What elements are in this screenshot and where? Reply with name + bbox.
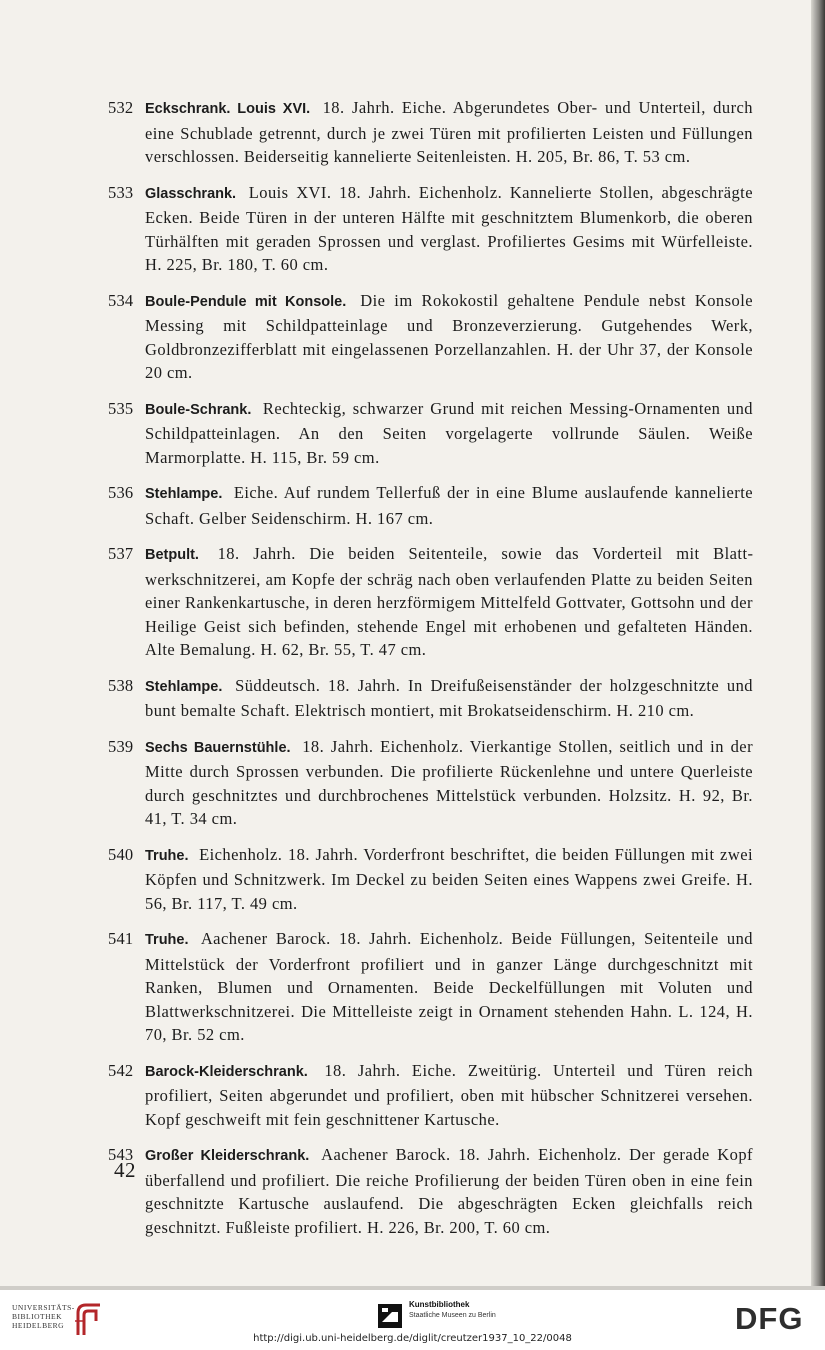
entry-body [145, 96, 753, 169]
entry-number: 540 [108, 844, 134, 864]
entry-body [145, 843, 753, 916]
entry-number: 542 [108, 1060, 134, 1080]
dfg-logo[interactable]: DFG [735, 1301, 804, 1336]
entry-number: 538 [108, 675, 134, 695]
catalog-entry [108, 735, 753, 831]
entry-body [145, 735, 753, 831]
university-logo-line: BIBLIOTHEK [12, 1312, 62, 1321]
entry-title: Truhe. [145, 847, 189, 864]
entry-body [145, 181, 753, 277]
catalog-entries [108, 96, 753, 1251]
catalog-entry [108, 181, 753, 277]
university-library-logo-text[interactable] [12, 1303, 74, 1330]
entry-body [145, 1143, 753, 1239]
entry-number: 533 [108, 182, 134, 202]
entry-title: Glasschrank. [145, 185, 237, 202]
entry-description: 18. Jahrh. Die beiden Seitenteile, sowie das Vorderteil mit Blattwerkschnitzerei, am Kopfe der schräg nach oben verlaufenden Platte zu beiden Seiten einer Rankenkartusche, in deren herzförmigem Mittelfeld Gottvater, Gottsohn und der Heilige Geist sich befinden, stehende Engel mit erhobenen und gefalteten Händen. Alte Bemalung. H. 62, Br. 55, T. 47 cm. [145, 544, 754, 659]
catalog-entry [108, 481, 753, 530]
page-edge-shadow [811, 0, 825, 1290]
entry-title: Sechs Bauernstühle. [145, 739, 291, 756]
entry-number: 541 [108, 929, 134, 948]
catalog-entry [108, 397, 753, 470]
entry-number: 536 [108, 483, 134, 502]
permalink-url[interactable]: http://digi.ub.uni-heidelberg.de/diglit/creutzer1937_10_22/0048 [253, 1333, 572, 1344]
entry-description: 18. Jahrh. Eiche. Abgerundetes Ober- und Unterteil, durch eine Schublade getrennt, durch je zwei Türen mit profilierten Leisten und Füllungen verschlossen. Beiderseitig kannelierte Seitenleisten. H. 205, Br. 86, T. 53 cm. [145, 98, 753, 166]
entry-number: 532 [108, 98, 134, 117]
entry-body [145, 674, 753, 723]
entry-description: Eiche. Auf rundem Tellerfuß der in eine Blume auslaufende kannelierte Schaft. Gelber Seidenschirm. H. 167 cm. [145, 483, 754, 528]
entry-number: 537 [108, 544, 134, 563]
entry-title: Barock-Kleiderschrank. [145, 1063, 308, 1080]
entry-body [145, 927, 753, 1047]
university-logo-icon[interactable] [74, 1301, 104, 1337]
catalog-entry [108, 1059, 753, 1132]
entry-number: 535 [108, 398, 134, 418]
entry-description: Süddeutsch. 18. Jahrh. In Dreifußeisenständer der holzgeschnitzte und bunt bemalte Schaft. Elektrisch montiert, mit Brokatseidenschirm. H. 210 cm. [145, 675, 753, 720]
university-logo-line: HEIDELBERG [12, 1321, 65, 1330]
kunstbibliothek-logo-icon[interactable] [378, 1304, 402, 1328]
catalog-entry [108, 843, 753, 916]
catalog-entry [108, 289, 753, 385]
catalog-entry [108, 542, 753, 662]
entry-description: Die im Rokokostil gehaltene Pendule nebst Konsole Messing mit Schildpatteinlage und Bronzeverzierung. Gutgehendes Werk, Goldbronzezifferblatt mit eingelassenen Porzellanzahlen. H. der Uhr 37, der Konsole 20 cm. [145, 290, 754, 382]
entry-body [145, 1059, 753, 1132]
entry-title: Betpult. [145, 547, 199, 563]
entry-body [145, 542, 753, 662]
entry-title: Boule-Pendule mit Konsole. [145, 293, 347, 310]
entry-title: Stehlampe. [145, 486, 223, 502]
entry-description: Eichenholz. 18. Jahrh. Vorderfront beschriftet, die beiden Füllungen mit zwei Köpfen und Schnitzwerk. Im Deckel zu beiden Seiten eines Wappens zwei Greife. H. 56, Br. 117, T. 49 cm. [145, 844, 754, 913]
entry-number: 534 [108, 290, 134, 310]
entry-description: Rechteckig, schwarzer Grund mit reichen Messing-Ornamenten und Schildpatteinlagen. An den Seiten vorgelagerte vollrunde Säulen. Weiße Marmorplatte. H. 115, Br. 59 cm. [145, 398, 753, 467]
university-logo-line: UNIVERSITÄTS- [12, 1303, 75, 1312]
page-number: 42 [114, 1158, 136, 1182]
entry-title: Stehlampe. [145, 678, 223, 695]
entry-body [145, 481, 753, 530]
catalog-entry [108, 674, 753, 723]
entry-title: Truhe. [145, 932, 189, 948]
entry-description: Louis XVI. 18. Jahrh. Eichenholz. Kannelierte Stollen, abgeschrägte Ecken. Beide Türen in der unteren Hälfte mit geschnitztem Blumenkorb, die oberen Türhälften mit geraden Sprossen und verglast. Profiliertes Gesims mit Würfelleiste. H. 225, Br. 180, T. 60 cm. [145, 182, 753, 274]
entry-description: 18. Jahrh. Eiche. Zweitürig. Unterteil und Türen reich profiliert, Seiten abgerundet und profiliert, oben mit hübscher Schnitzerei versehen. Kopf geschweift mit fein geschnittener Kartusche. [145, 1060, 753, 1129]
entry-body [145, 289, 753, 385]
catalog-entry [108, 96, 753, 169]
catalog-entry [108, 1143, 753, 1239]
kunstbibliothek-title: Kunstbibliothek [409, 1300, 470, 1309]
catalog-entry [108, 927, 753, 1047]
entry-description: Aachener Barock. 18. Jahrh. Eichenholz. Beide Füllungen, Seitenteile und Mittelstück der Vorderfront profiliert und in ganzer Länge durchgeschnitzt mit Ranken, Blumen und Ornamenten. Beide Deckelfüllungen mit Voluten und Blattwerkschnitzerei. Die Mittelleiste zeigt in Ornament stehenden Hahn. L. 124, H. 70, Br. 52 cm. [145, 929, 753, 1044]
entry-description: 18. Jahrh. Eichenholz. Vierkantige Stollen, seitlich und in der Mitte durch Sprossen verbunden. Die profilierte Rückenlehne und untere Querleiste durch geschnitztes und durchbrochenes Mittelstück verbunden. Holzsitz. H. 92, Br. 41, T. 34 cm. [145, 736, 754, 828]
kunstbibliothek-subtitle: Staatliche Museen zu Berlin [409, 1312, 496, 1319]
entry-number: 543 [108, 1145, 134, 1164]
entry-body [145, 397, 753, 470]
entry-title: Großer Kleiderschrank. [145, 1148, 310, 1164]
entry-description: Aachener Barock. 18. Jahrh. Eichenholz. Der gerade Kopf überfallend und profiliert. Die reiche Profilierung der beiden Türen oben in eine fein geschnitzte Kartusche auslaufend. Die abgeschrägten Ecken gleichfalls reich geschnitzt. Fußleiste profiliert. H. 226, Br. 200, T. 60 cm. [145, 1145, 753, 1237]
entry-title: Boule-Schrank. [145, 401, 252, 418]
entry-number: 539 [108, 736, 134, 756]
entry-title: Eckschrank. Louis XVI. [145, 101, 311, 117]
